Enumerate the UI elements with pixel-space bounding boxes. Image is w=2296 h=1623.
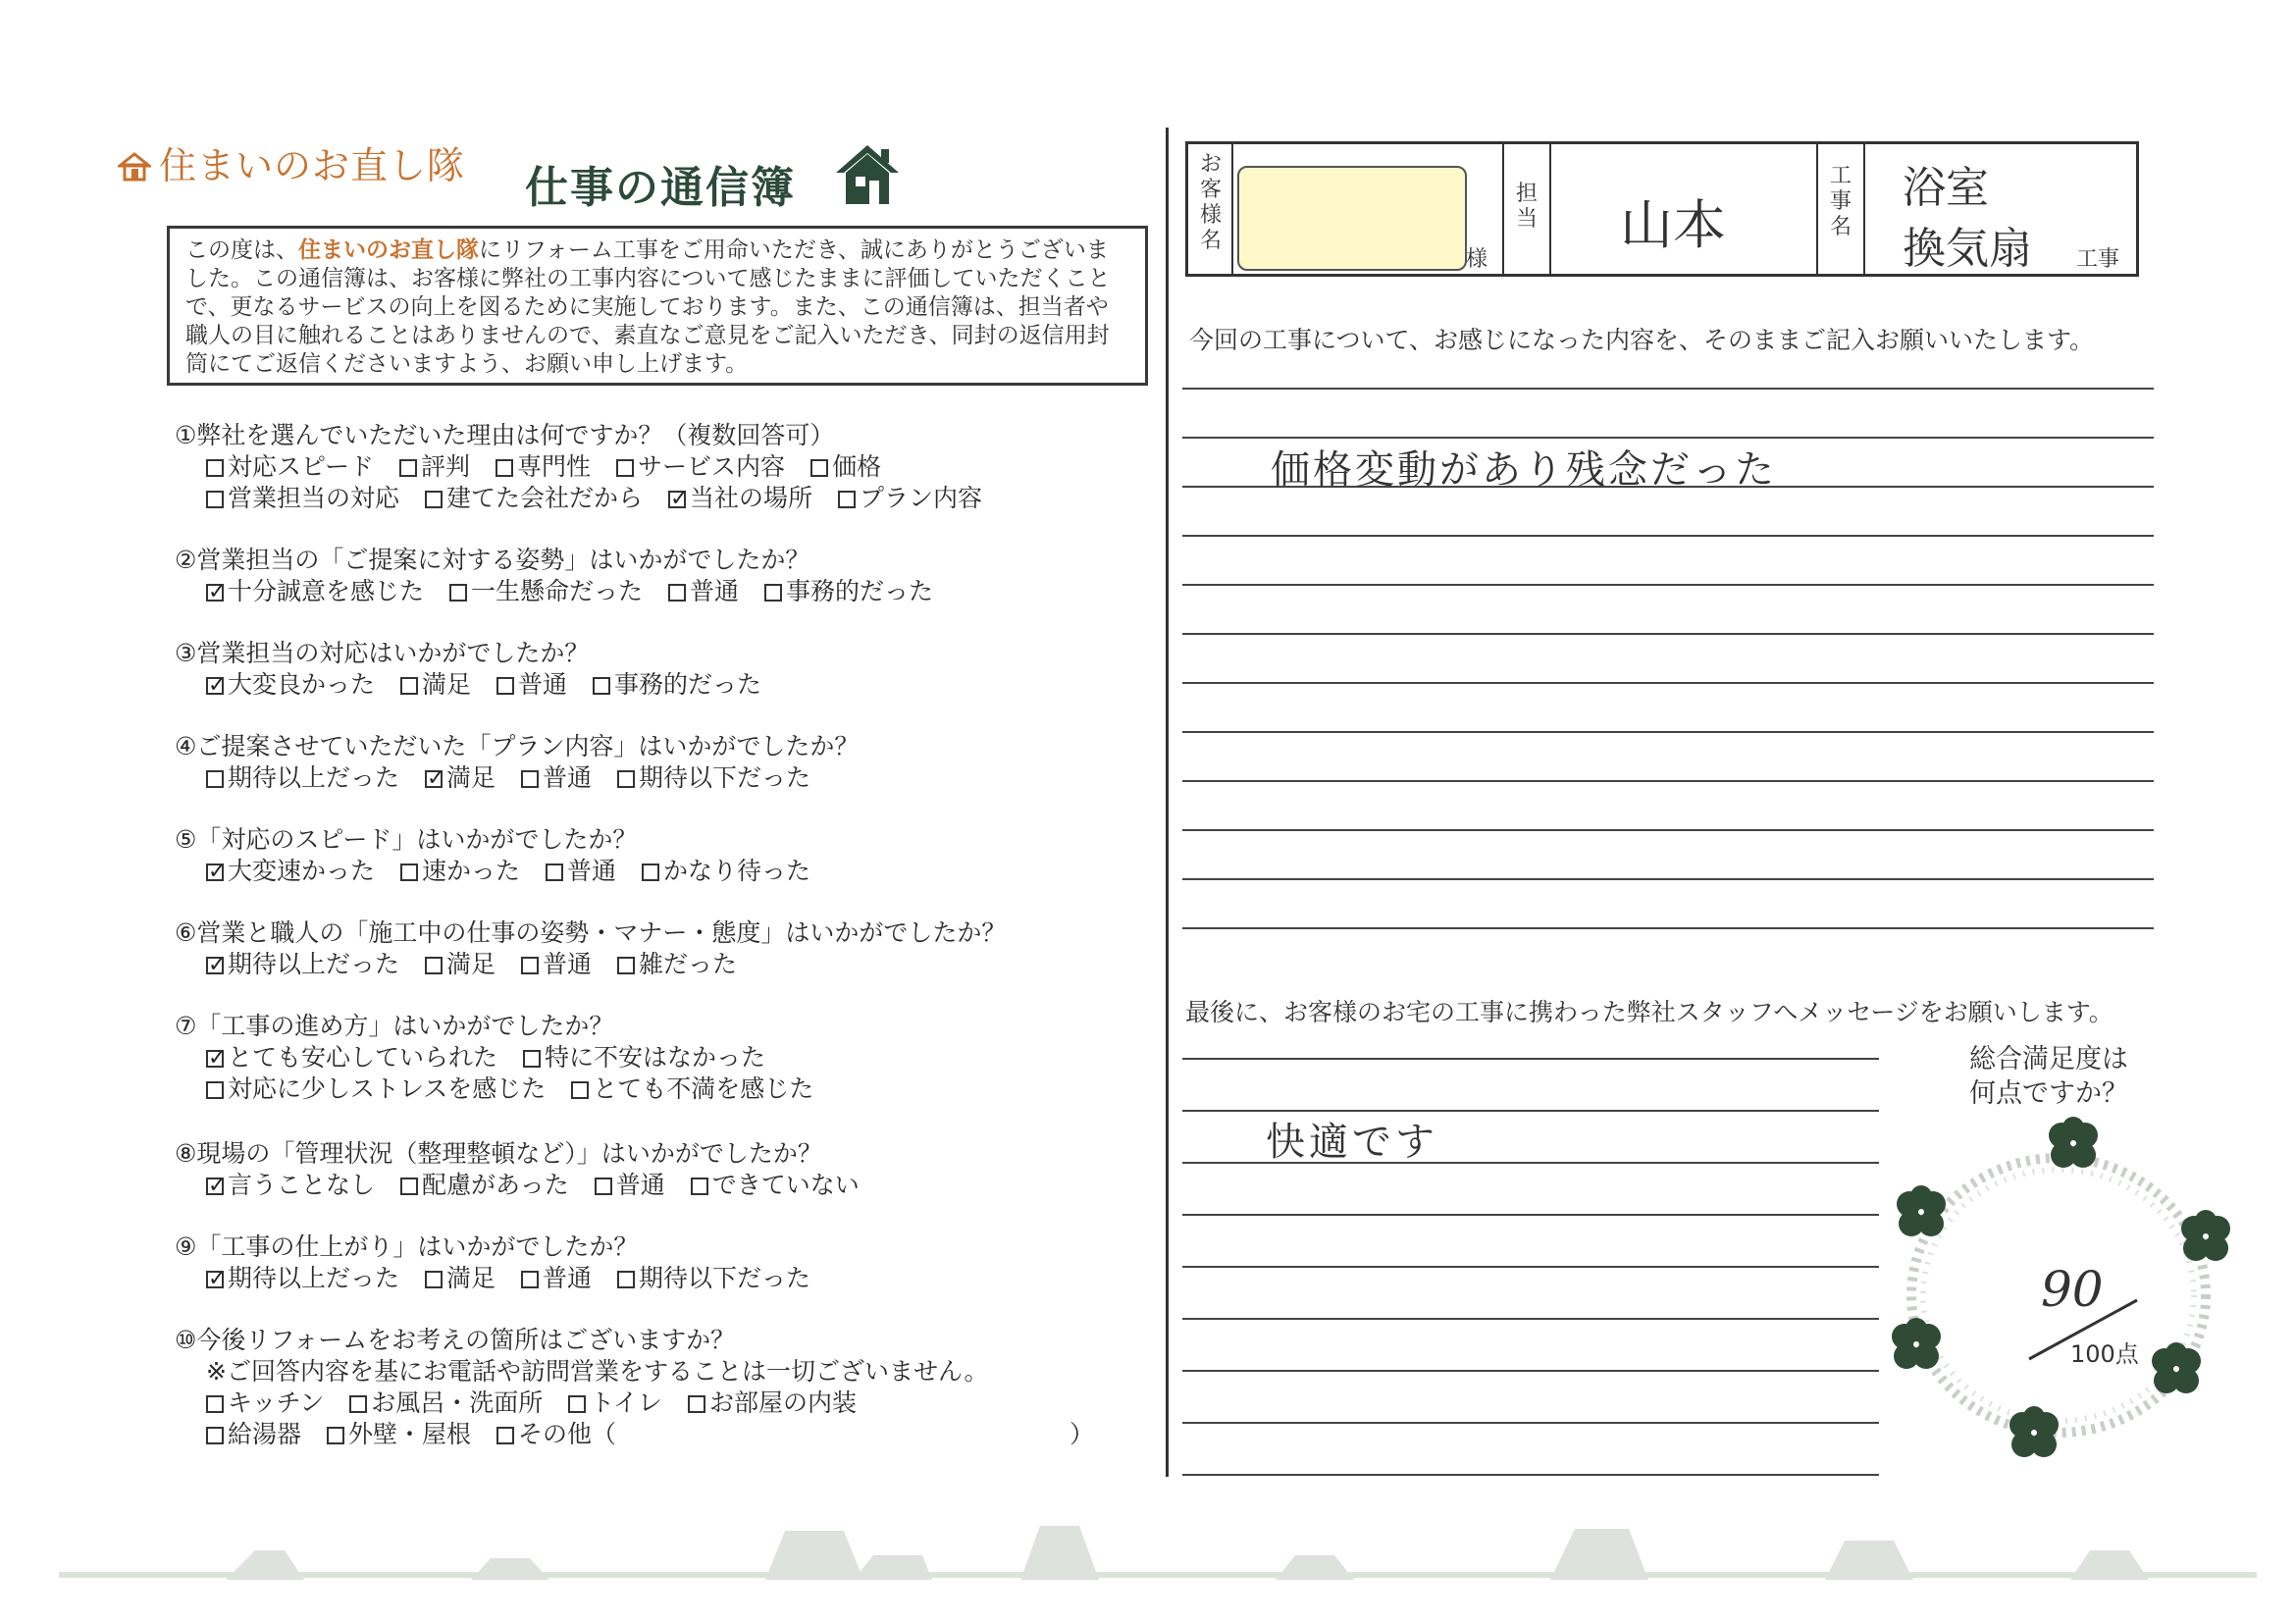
option-label: 期待以上だった xyxy=(228,763,400,792)
question-note: ※ご回答内容を基にお電話や訪問営業をすることは一切ございません。 xyxy=(206,1357,989,1386)
option-row xyxy=(206,949,762,980)
option-label: 普通 xyxy=(567,857,617,885)
checkbox[interactable] xyxy=(571,1081,589,1099)
option-item[interactable] xyxy=(425,484,643,512)
option-item[interactable] xyxy=(400,1171,569,1199)
checkbox[interactable] xyxy=(206,1178,224,1195)
page-title: 仕事の通信簿 xyxy=(525,163,796,213)
option-item[interactable] xyxy=(206,484,399,512)
checkbox[interactable] xyxy=(521,770,539,788)
checkbox[interactable] xyxy=(425,770,443,788)
option-item[interactable] xyxy=(206,950,399,978)
score-max: 100点 xyxy=(2070,1340,2139,1368)
option-label: 満足 xyxy=(446,763,496,792)
checkbox[interactable] xyxy=(327,1427,344,1444)
question-3: ③営業担当の対応はいかがでしたか？ xyxy=(175,639,590,667)
close-paren: ） xyxy=(1070,1420,1095,1448)
option-row xyxy=(206,1170,885,1201)
option-label: 価格 xyxy=(832,452,882,481)
option-label: 配慮があった xyxy=(422,1171,569,1199)
option-label: 大変速かった xyxy=(228,857,376,885)
ruled-line xyxy=(1182,1058,1879,1060)
staff-label: 担当 xyxy=(1515,182,1538,232)
ruled-line xyxy=(1182,584,2154,586)
score-value: 90 xyxy=(2041,1261,2104,1318)
option-item[interactable] xyxy=(206,670,375,699)
comment-answer-1: 価格変動があり残念だった xyxy=(1271,447,1777,493)
option-label: とても安心していられた xyxy=(228,1043,498,1072)
ruled-line xyxy=(1182,1370,1879,1372)
option-label: とても不満を感じた xyxy=(593,1074,814,1103)
option-item[interactable] xyxy=(206,1420,301,1448)
option-label: 十分誠意を感じた xyxy=(228,577,425,605)
checkbox[interactable] xyxy=(810,459,828,477)
option-item[interactable] xyxy=(349,1388,543,1417)
checkbox[interactable] xyxy=(206,1271,224,1288)
checkbox[interactable] xyxy=(521,957,539,974)
option-label: 建てた会社だから xyxy=(446,484,644,512)
option-label: プラン内容 xyxy=(860,484,983,512)
option-label: その他（ xyxy=(518,1420,617,1448)
option-item[interactable] xyxy=(449,577,643,605)
option-label: 満足 xyxy=(446,950,496,978)
option-label: お部屋の内装 xyxy=(709,1388,858,1417)
ruled-line xyxy=(1182,731,2154,733)
ruled-line xyxy=(1182,927,2154,929)
ruled-line xyxy=(1182,1214,1879,1216)
option-row xyxy=(206,576,959,607)
option-label: 給湯器 xyxy=(228,1420,302,1448)
option-label: できていない xyxy=(711,1171,860,1199)
checkbox[interactable] xyxy=(206,491,224,508)
checkbox[interactable] xyxy=(617,1271,635,1288)
option-item[interactable] xyxy=(425,950,496,978)
option-label: 期待以上だった xyxy=(228,1264,400,1292)
checkbox[interactable] xyxy=(764,584,782,602)
ruled-line xyxy=(1182,1474,1879,1476)
work-suffix: 工事 xyxy=(2076,247,2120,272)
option-item[interactable] xyxy=(810,452,881,481)
option-item[interactable] xyxy=(206,1074,546,1103)
option-label: 普通 xyxy=(543,950,593,978)
checkbox[interactable] xyxy=(691,1178,708,1195)
comment-answer-2: 快適です xyxy=(1266,1120,1438,1165)
checkbox[interactable] xyxy=(688,1395,705,1413)
checkbox[interactable] xyxy=(595,1178,612,1195)
question-8: ⑧現場の「管理状況（整理整頓など）」はいかがでしたか？ xyxy=(175,1139,822,1168)
checkbox[interactable] xyxy=(425,1271,443,1288)
option-row xyxy=(206,1263,836,1294)
option-item[interactable] xyxy=(617,763,810,792)
checkbox[interactable] xyxy=(206,1427,224,1444)
checkbox[interactable] xyxy=(496,1427,514,1444)
ruled-line xyxy=(1182,633,2154,635)
checkbox[interactable] xyxy=(642,864,659,881)
option-label: 事務的だった xyxy=(786,577,934,605)
option-label: 雑だった xyxy=(639,950,738,978)
info-table xyxy=(1185,141,2139,277)
ruled-line xyxy=(1182,1266,1879,1268)
checkbox[interactable] xyxy=(546,864,563,881)
option-row xyxy=(206,856,836,887)
checkbox[interactable] xyxy=(400,677,418,695)
option-label: 一生懸命だった xyxy=(471,577,644,605)
option-item[interactable] xyxy=(400,857,520,885)
checkbox[interactable] xyxy=(617,770,635,788)
option-row xyxy=(206,1387,882,1419)
house-logo-icon xyxy=(118,151,151,183)
checkbox[interactable] xyxy=(206,864,224,881)
option-item[interactable] xyxy=(496,452,591,481)
option-item[interactable] xyxy=(327,1420,471,1448)
option-label: 普通 xyxy=(543,763,593,792)
option-item[interactable] xyxy=(595,1171,665,1199)
question-5: ⑤「対応のスピード」はいかがでしたか？ xyxy=(175,825,638,854)
option-item[interactable] xyxy=(425,1264,496,1292)
customer-label: お客様名 xyxy=(1199,152,1222,253)
checkbox[interactable] xyxy=(838,491,856,508)
option-item[interactable] xyxy=(206,1171,375,1199)
option-item[interactable] xyxy=(521,1264,592,1292)
option-label: 普通 xyxy=(518,670,568,699)
ruled-line xyxy=(1182,388,2154,390)
ruled-line xyxy=(1182,878,2154,880)
option-item[interactable] xyxy=(571,1074,813,1103)
option-label: 期待以下だった xyxy=(639,1264,811,1292)
checkbox[interactable] xyxy=(206,1050,224,1068)
option-row xyxy=(206,1419,1095,1450)
option-label: 対応に少しストレスを感じた xyxy=(228,1074,547,1103)
option-label: 事務的だった xyxy=(614,670,762,699)
option-row xyxy=(206,1073,839,1105)
option-item[interactable] xyxy=(668,484,812,512)
question-9: ⑨「工事の仕上がり」はいかがでしたか？ xyxy=(175,1232,639,1261)
checkbox[interactable] xyxy=(206,957,224,974)
option-row xyxy=(206,483,1008,514)
ruled-line xyxy=(1182,829,2154,831)
brand-logo xyxy=(118,135,465,189)
option-item[interactable] xyxy=(521,763,592,792)
option-label: 普通 xyxy=(690,577,740,605)
intro-part1: この度は、 xyxy=(185,237,298,263)
option-label: 外壁・屋根 xyxy=(348,1420,472,1448)
checkbox[interactable] xyxy=(400,864,418,881)
checkbox[interactable] xyxy=(616,459,634,477)
score-title xyxy=(1965,1042,2132,1111)
ruled-line xyxy=(1182,1422,1879,1424)
work-label: 工事名 xyxy=(1829,164,1852,239)
intro-text xyxy=(167,226,1148,386)
option-item[interactable] xyxy=(399,452,470,481)
option-item[interactable] xyxy=(496,1420,616,1448)
checkbox[interactable] xyxy=(206,677,224,695)
checkbox[interactable] xyxy=(349,1395,367,1413)
question-10: ⑩今後リフォームをお考えの箇所はございますか？ xyxy=(175,1326,736,1354)
checkbox[interactable] xyxy=(206,1395,224,1413)
question-2: ②営業担当の「ご提案に対する姿勢」はいかがでしたか？ xyxy=(175,546,810,574)
checkbox[interactable] xyxy=(521,1271,539,1288)
option-label: 満足 xyxy=(446,1264,496,1292)
comment-prompt-1: 今回の工事について、お感じになった内容を、そのままご記入お願いいたします。 xyxy=(1189,326,2095,354)
checkbox[interactable] xyxy=(593,677,610,695)
house-icon xyxy=(832,137,903,208)
checkbox[interactable] xyxy=(399,459,417,477)
column-divider xyxy=(1166,128,1169,1477)
option-item[interactable] xyxy=(668,577,739,605)
option-item[interactable] xyxy=(546,857,616,885)
checkbox[interactable] xyxy=(523,1050,541,1068)
option-label: キッチン xyxy=(228,1388,325,1417)
checkbox[interactable] xyxy=(668,584,686,602)
option-item[interactable] xyxy=(521,950,592,978)
customer-name-field[interactable] xyxy=(1237,166,1467,271)
option-item[interactable] xyxy=(688,1388,857,1417)
checkbox[interactable] xyxy=(617,957,635,974)
option-item[interactable] xyxy=(617,1264,810,1292)
ruled-line xyxy=(1182,1318,1879,1320)
option-item[interactable] xyxy=(206,857,375,885)
question-6: ⑥営業と職人の「施工中の仕事の姿勢・マナー・態度」はいかがでしたか？ xyxy=(175,918,1007,947)
option-label: 期待以上だった xyxy=(228,950,400,978)
option-label: 当社の場所 xyxy=(690,484,813,512)
option-row xyxy=(206,762,836,794)
option-row xyxy=(206,669,787,701)
option-label: 期待以下だった xyxy=(639,763,811,792)
option-item[interactable] xyxy=(206,452,374,481)
option-item[interactable] xyxy=(617,950,737,978)
option-item[interactable] xyxy=(642,857,810,885)
checkbox[interactable] xyxy=(206,770,224,788)
score-title-line2: 何点ですか？ xyxy=(1969,1078,2128,1109)
option-row xyxy=(206,1042,791,1073)
brand-name: 住まいのお直し隊 xyxy=(159,144,466,187)
option-label: サービス内容 xyxy=(638,452,786,481)
checkbox[interactable] xyxy=(449,584,467,602)
townscape-decoration xyxy=(59,1511,2257,1590)
checkbox[interactable] xyxy=(568,1395,586,1413)
checkbox[interactable] xyxy=(496,677,514,695)
ruled-line xyxy=(1182,780,2154,782)
option-item[interactable] xyxy=(206,577,424,605)
option-item[interactable] xyxy=(206,763,399,792)
option-item[interactable] xyxy=(593,670,761,699)
intro-part2: にリフォーム工事をご用命いただき、誠にありがとうございました。この通信簿は、お客様に弊社の工事内容について感じたままに評価していただくことで、更なるサービスの向上を図るために実施しております。また、この通信簿は、担当者や職人の目に触れることはありませんので、素直なご意見をご記入いただき、同封の返信用封筒にてご返信くださいますよう、お願い申し上げます。 xyxy=(185,237,1111,377)
checkbox[interactable] xyxy=(400,1178,418,1195)
option-item[interactable] xyxy=(838,484,982,512)
checkbox[interactable] xyxy=(425,957,443,974)
option-item[interactable] xyxy=(206,1388,324,1417)
comment-prompt-2: 最後に、お客様のお宅の工事に携わった弊社スタッフへメッセージをお願いします。 xyxy=(1185,998,2113,1026)
option-label: 普通 xyxy=(615,1171,665,1199)
question-4: ④ご提案させていただいた「プラン内容」はいかがでしたか？ xyxy=(175,732,860,760)
option-label: 言うことなし xyxy=(228,1171,376,1199)
option-label: 専門性 xyxy=(517,452,592,481)
option-item[interactable] xyxy=(206,1264,399,1292)
option-label: 営業担当の対応 xyxy=(228,484,400,512)
option-item[interactable] xyxy=(523,1043,765,1072)
ruled-line xyxy=(1182,682,2154,684)
staff-value: 山本 xyxy=(1620,194,1726,256)
work-value-1: 浴室 xyxy=(1903,163,1989,213)
option-label: 速かった xyxy=(422,857,521,885)
option-label: トイレ xyxy=(590,1388,663,1417)
option-label: 対応スピード xyxy=(228,452,375,481)
option-label: かなり待った xyxy=(663,857,811,885)
option-item[interactable] xyxy=(400,670,471,699)
option-item[interactable] xyxy=(425,763,496,792)
checkbox[interactable] xyxy=(206,584,224,602)
option-label: お風呂・洗面所 xyxy=(371,1388,544,1417)
sama-label: 様 xyxy=(1466,247,1488,272)
option-label: 評判 xyxy=(421,452,471,481)
checkbox[interactable] xyxy=(668,491,686,508)
option-item[interactable] xyxy=(691,1171,860,1199)
checkbox[interactable] xyxy=(206,1081,224,1099)
checkbox[interactable] xyxy=(206,459,224,477)
option-item[interactable] xyxy=(616,452,785,481)
option-label: 特に不安はなかった xyxy=(545,1043,766,1072)
question-1: ①弊社を選んでいただいた理由は何ですか？（複数回答可） xyxy=(175,421,835,449)
option-label: 大変良かった xyxy=(228,670,376,699)
question-7: ⑦「工事の進め方」はいかがでしたか？ xyxy=(175,1012,614,1040)
option-item[interactable] xyxy=(568,1388,662,1417)
ruled-line xyxy=(1182,535,2154,537)
intro-brand: 住まいのお直し隊 xyxy=(298,237,479,263)
score-title-line1: 総合満足度は xyxy=(1969,1044,2128,1074)
option-label: 普通 xyxy=(543,1264,593,1292)
checkbox[interactable] xyxy=(425,491,443,508)
option-item[interactable] xyxy=(764,577,933,605)
option-item[interactable] xyxy=(496,670,567,699)
option-label: 満足 xyxy=(422,670,472,699)
work-value-2: 換気扇 xyxy=(1903,224,2032,274)
checkbox[interactable] xyxy=(496,459,513,477)
option-item[interactable] xyxy=(206,1043,497,1072)
option-row xyxy=(206,451,907,483)
